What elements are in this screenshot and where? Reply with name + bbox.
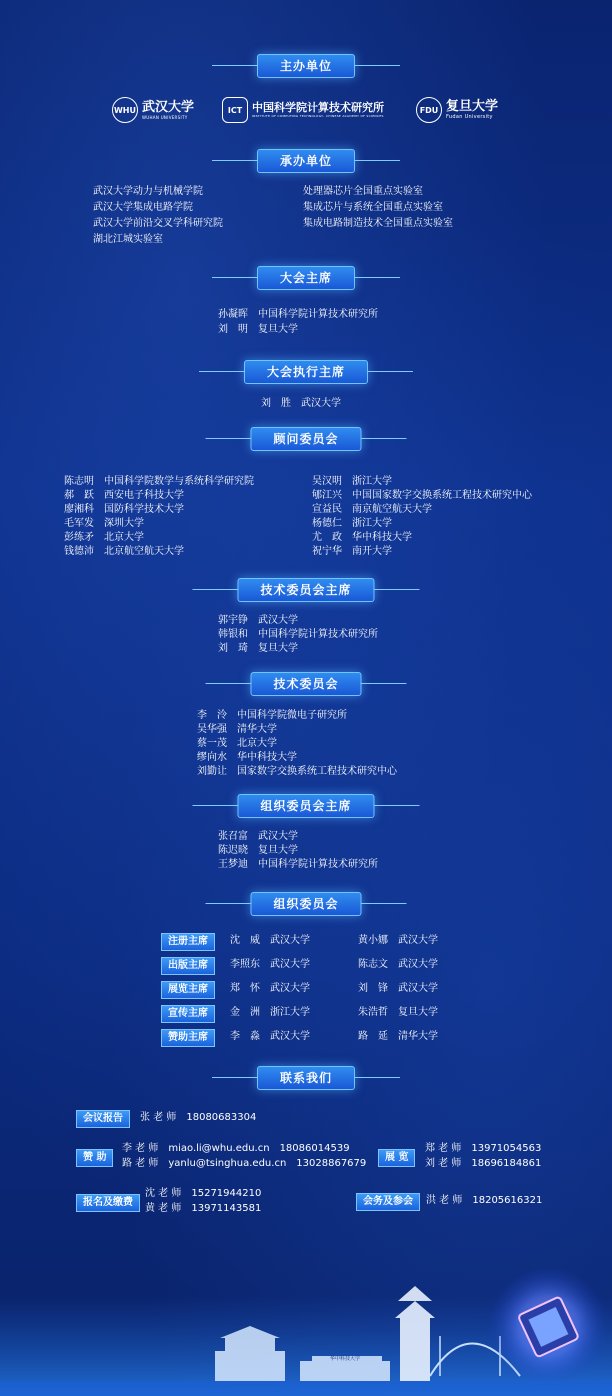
ict-logo	[222, 96, 384, 124]
advisory-left-4: 毛军发 深圳大学	[64, 518, 144, 529]
ict-logo-cn: 中国科学院计算技术研究所	[252, 101, 384, 114]
section-title-contact: 联系我们	[257, 1066, 355, 1090]
org-member-3b: 刘 锋 武汉大学	[358, 983, 438, 994]
advisory-right-4: 杨德仁 浙江大学	[312, 518, 392, 529]
exec-chair-1: 刘 胜 武汉大学	[261, 398, 341, 409]
org-chair-2: 陈迟晓 复旦大学	[218, 845, 298, 856]
organizer-right-3: 集成电路制造技术全国重点实验室	[303, 218, 453, 229]
fudan-seal-icon: FDU	[416, 97, 442, 123]
tech-member-1: 李 泠 中国科学院微电子研究所	[197, 710, 347, 721]
org-role-5: 赞助主席	[161, 1029, 215, 1047]
org-member-2a: 李照东 武汉大学	[230, 959, 310, 970]
contact-sponsor-1: 李 老 师 miao.li@whu.edu.cn 18086014539	[122, 1143, 350, 1154]
contact-sponsor-2: 路 老 师 yanlu@tsinghua.edu.cn 13028867679	[122, 1158, 367, 1169]
advisory-left-2: 郝 跃 西安电子科技大学	[64, 490, 184, 501]
advisory-right-1: 吴汉明 浙江大学	[312, 476, 392, 487]
org-member-5a: 李 淼 武汉大学	[230, 1031, 310, 1042]
gate-sign: 华中科技大学	[329, 1356, 361, 1362]
org-member-4b: 朱浩哲 复旦大学	[358, 1007, 438, 1018]
organizer-right-1: 处理器芯片全国重点实验室	[303, 186, 423, 197]
section-title-exec-chair: 大会执行主席	[244, 360, 368, 384]
advisory-right-6: 祝宁华 南开大学	[312, 546, 392, 557]
contact-sponsor-label: 赞 助	[76, 1149, 113, 1167]
advisory-left-1: 陈志明 中国科学院数学与系统科学研究院	[64, 476, 254, 487]
tech-member-3: 蔡一茂 北京大学	[197, 738, 277, 749]
organizer-left-3: 武汉大学前沿交叉学科研究院	[93, 218, 223, 229]
contact-reg-1: 沈 老 师 15271944210	[145, 1188, 262, 1199]
contact-member: 洪 老 师 18205616321	[426, 1195, 543, 1206]
chair-2: 刘 明 复旦大学	[218, 324, 298, 335]
org-chair-1: 张召富 武汉大学	[218, 831, 298, 842]
org-role-2: 出版主席	[161, 957, 215, 975]
org-member-2b: 陈志文 武汉大学	[358, 959, 438, 970]
fudan-logo-cn: 复旦大学	[446, 99, 499, 114]
tech-chair-1: 郭宇铮 武汉大学	[218, 615, 298, 626]
advisory-right-3: 宣益民 南京航空航天大学	[312, 504, 432, 515]
org-member-4a: 金 洲 浙江大学	[230, 1007, 310, 1018]
section-title-chairs: 大会主席	[257, 266, 355, 290]
org-member-1b: 黄小娜 武汉大学	[358, 935, 438, 946]
whu-logo-en: WUHAN UNIVERSITY	[142, 114, 188, 120]
fudan-logo-en: Fudan University	[446, 114, 493, 120]
org-member-3a: 郑 怀 武汉大学	[230, 983, 310, 994]
section-title-tech: 技术委员会	[250, 672, 361, 696]
contact-exhibit-1: 郑 老 师 13971054563	[425, 1143, 542, 1154]
tech-chair-3: 刘 琦 复旦大学	[218, 643, 298, 654]
contact-report: 张 老 师 18080683304	[140, 1112, 257, 1123]
tech-member-4: 缪向水 华中科技大学	[197, 752, 297, 763]
ict-logo-en: INSTITUTE OF COMPUTING TECHNOLOGY, CHINESE ACADEMY OF SCIENCES	[252, 114, 384, 118]
org-member-1a: 沈 威 武汉大学	[230, 935, 310, 946]
campus-skyline-illustration	[0, 1256, 612, 1396]
section-title-organizers: 承办单位	[257, 149, 355, 173]
tech-chair-2: 韩银和 中国科学院计算技术研究所	[218, 629, 378, 640]
section-title-tech-chairs: 技术委员会主席	[237, 578, 374, 602]
section-title-org: 组织委员会	[250, 892, 361, 916]
contact-reg-2: 黄 老 师 13971143581	[145, 1203, 262, 1214]
chair-1: 孙凝晖 中国科学院计算技术研究所	[218, 309, 378, 320]
organizer-right-2: 集成芯片与系统全国重点实验室	[303, 202, 443, 213]
org-role-3: 展览主席	[161, 981, 215, 999]
contact-exhibit-2: 刘 老 师 18696184861	[425, 1158, 542, 1169]
advisory-right-2: 郇江兴 中国国家数字交换系统工程技术研究中心	[312, 490, 532, 501]
org-role-1: 注册主席	[161, 933, 215, 951]
advisory-left-3: 廖湘科 国防科学技术大学	[64, 504, 184, 515]
organizer-left-4: 湖北江城实验室	[93, 234, 163, 245]
organizer-left-2: 武汉大学集成电路学院	[93, 202, 193, 213]
ict-seal-icon: ICT	[222, 97, 248, 123]
organizer-left-1: 武汉大学动力与机械学院	[93, 186, 203, 197]
whu-logo	[112, 96, 194, 124]
fudan-logo	[416, 96, 498, 124]
org-chair-3: 王梦迪 中国科学院计算技术研究所	[218, 859, 378, 870]
advisory-left-6: 钱德沛 北京航空航天大学	[64, 546, 184, 557]
contact-exhibit-label: 展 览	[378, 1149, 415, 1167]
contact-report-label: 会议报告	[76, 1110, 130, 1128]
tech-member-5: 刘勤让 国家数字交换系统工程技术研究中心	[197, 766, 397, 777]
section-title-org-chairs: 组织委员会主席	[237, 794, 374, 818]
section-title-hosts: 主办单位	[257, 54, 355, 78]
section-title-advisory: 顾问委员会	[250, 427, 361, 451]
org-member-5b: 路 延 清华大学	[358, 1031, 438, 1042]
advisory-right-5: 尤 政 华中科技大学	[312, 532, 412, 543]
contact-reg-label: 报名及缴费	[76, 1194, 140, 1212]
advisory-left-5: 彭练矛 北京大学	[64, 532, 144, 543]
tech-member-2: 吴华强 清华大学	[197, 724, 277, 735]
org-role-4: 宣传主席	[161, 1005, 215, 1023]
whu-seal-icon: WHU	[112, 97, 138, 123]
contact-member-label: 会务及参会	[356, 1193, 420, 1211]
whu-logo-cn: 武汉大学	[142, 99, 195, 115]
